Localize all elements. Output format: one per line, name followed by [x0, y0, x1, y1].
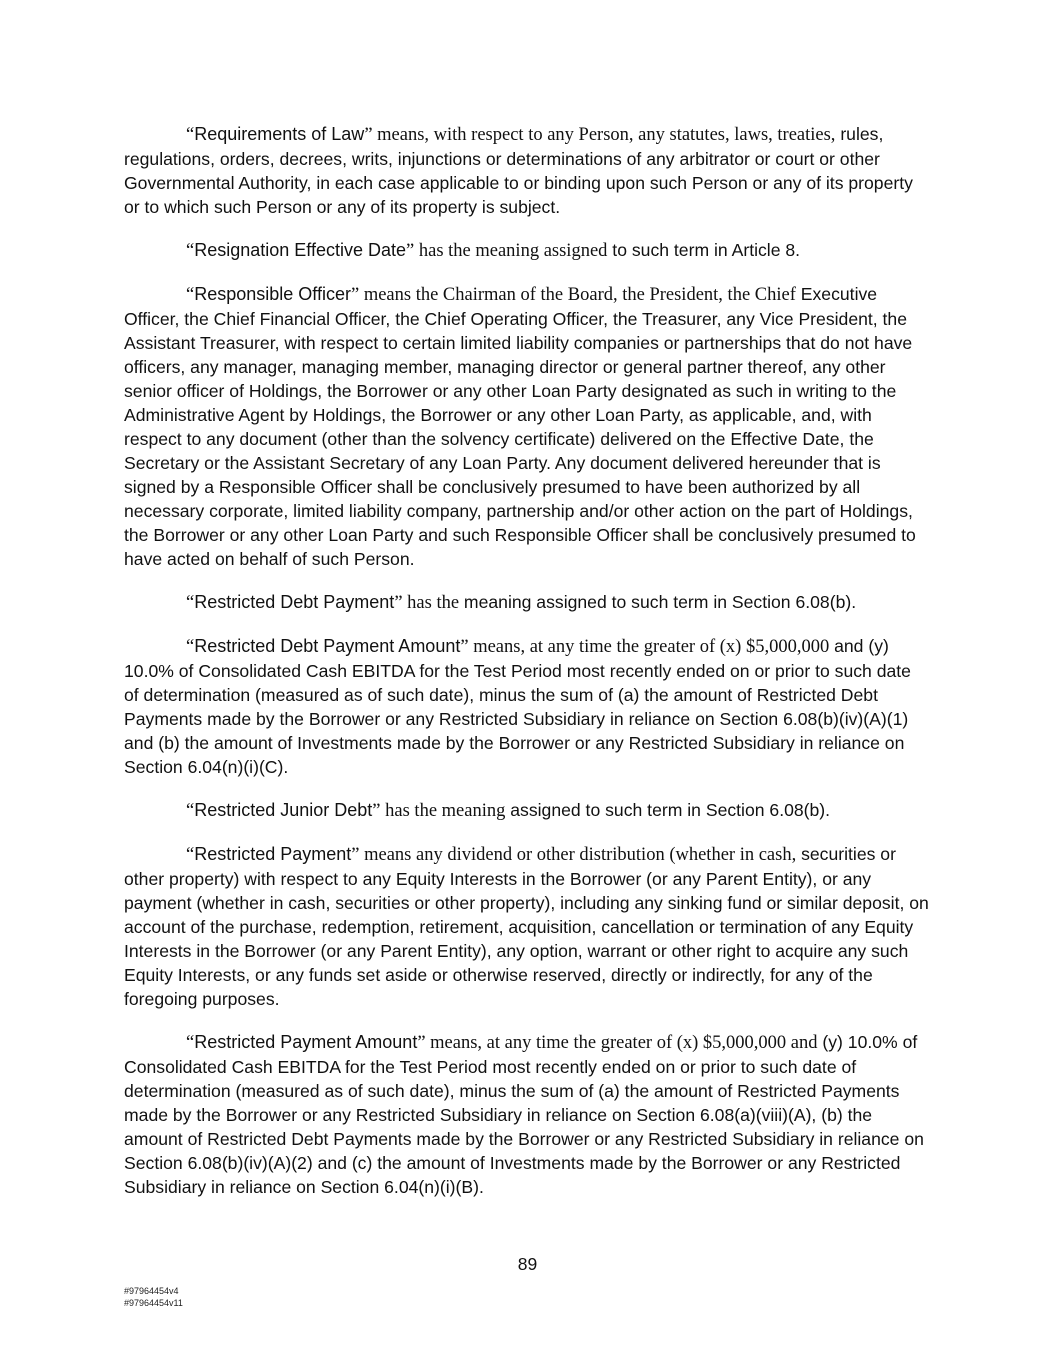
- page-number: 89: [517, 1254, 538, 1274]
- definition-paragraph: “Resignation Effective Date” has the meaning assigned to such term in Article 8.: [186, 240, 801, 261]
- defined-term: Restricted Payment Amount: [194, 1032, 418, 1052]
- definition-body: to such term in Article 8.: [607, 240, 801, 260]
- defined-term: Responsible Officer: [194, 284, 351, 304]
- defined-term: Requirements of Law: [194, 124, 365, 144]
- definition-body: assigned to such term in Section 6.08(b).: [505, 800, 831, 820]
- definitions-section: [124, 122, 930, 1218]
- definition-body: and (y) 10.0% of Consolidated Cash EBITDA for the Test Period most recently ended on or prior to such date of determination (measured as of such date), minus the sum of (a) the amount of Restricted Debt Payments made by the Borrower or any Restricted Subsidiary in reliance on Section 6.08(b)(iv)(A)(1) and (b) the amount of Investments made by the Borrower or any Restricted Subsidiary in reliance on Section 6.04(n)(i)(C).: [124, 636, 911, 777]
- definition-body: (y) 10.0% of Consolidated Cash EBITDA for the Test Period most recently ended on or prior to such date of determination (measured as of such date), minus the sum of (a) the amount of Restricted Payments made by the Borrower or any Restricted Subsidiary in reliance on Section 6.08(a)(viii)(A), (b) the amount of Restricted Debt Payments made by the Borrower or any Restricted Subsidiary in reliance on Section 6.08(b)(iv)(A)(2) and (c) the amount of Investments made by the Borrower or any Restricted Subsidiary in reliance on Section 6.04(n)(i)(B).: [124, 1032, 924, 1197]
- definition-lead: has the meaning assigned: [414, 241, 608, 261]
- definition-paragraph: “Restricted Payment Amount” means, at any time the greater of (x) $5,000,000 and (y) 10.0% of Consolidated Cash EBITDA for the Test Period most recently ended on or prior to such date of determination (measured as of such date), minus the sum of (a) the amount of Restricted Payments made by the Borrower or any Restricted Subsidiary in reliance on Section 6.08(a)(viii)(A), (b) the amount of Restricted Debt Payments made by the Borrower or any Restricted Subsidiary in reliance on Section 6.08(b)(iv)(A)(2) and (c) the amount of Investments made by the Borrower or any Restricted Subsidiary in reliance on Section 6.04(n)(i)(B).: [124, 1032, 924, 1197]
- definition-body: securities or other property) with respect to any Equity Interests in the Borrower (or any Parent Entity), or any payment (whether in cash, securities or other property), including any sinking fund or similar deposit, on account of the purchase, redemption, retirement, acquisition, cancellation or termination of any Equity Interests in the Borrower (or any Parent Entity), any option, warrant or other right to acquire any such Equity Interests, or any funds set aside or otherwise reserved, directly or indirectly, for any of the foregoing purposes.: [124, 844, 929, 1009]
- definition-body: meaning assigned to such term in Section 6.08(b).: [459, 592, 857, 612]
- document-ids: [124, 1285, 183, 1309]
- definition-paragraph: “Restricted Debt Payment Amount” means, at any time the greater of (x) $5,000,000 and (y) 10.0% of Consolidated Cash EBITDA for the Test Period most recently ended on or prior to such date of determination (measured as of such date), minus the sum of (a) the amount of Restricted Debt Payments made by the Borrower or any Restricted Subsidiary in reliance on Section 6.08(b)(iv)(A)(1) and (b) the amount of Investments made by the Borrower or any Restricted Subsidiary in reliance on Section 6.04(n)(i)(C).: [124, 636, 911, 777]
- definition-lead: has the: [402, 593, 460, 613]
- definition-body: Executive Officer, the Chief Financial Officer, the Chief Operating Officer, the Treasurer, any Vice President, the Assistant Treasurer, with respect to certain limited liability companies or partnerships that do not have officers, any manager, managing member, managing director or general partner thereof, any other senior officer of Holdings, the Borrower or any other Loan Party designated as such in writing to the Administrative Agent by Holdings, the Borrower or any other Loan Party, as applicable, and, with respect to any document (other than the solvency certificate) delivered on the Effective Date, the Secretary or the Assistant Secretary of any Loan Party. Any document delivered hereunder that is signed by a Responsible Officer shall be conclusively presumed to have been authorized by all necessary corporate, limited liability company, partnership and/or other action on the part of Holdings, the Borrower or any other Loan Party and such Responsible Officer shall be conclusively presumed to have acted on behalf of such Person.: [124, 284, 916, 569]
- defined-term: Restricted Payment: [194, 844, 352, 864]
- definition-lead: means, at any time the greater of (x) $5,000,000 and: [425, 1033, 818, 1053]
- definition-lead: means the Chairman of the Board, the President, the Chief: [359, 285, 796, 305]
- document-id: #97964454v4: [124, 1286, 179, 1296]
- defined-term: Resignation Effective Date: [194, 240, 407, 260]
- definition-paragraph: “Restricted Payment” means any dividend or other distribution (whether in cash, securities or other property) with respect to any Equity Interests in the Borrower (or any Parent Entity), or any payment (whether in cash, securities or other property), including any sinking fund or similar deposit, on account of the purchase, redemption, retirement, acquisition, cancellation or termination of any Equity Interests in the Borrower (or any Parent Entity), any option, warrant or other right to acquire any such Equity Interests, or any funds set aside or otherwise reserved, directly or indirectly, for any of the foregoing purposes.: [124, 844, 929, 1009]
- definition-lead: means any dividend or other distribution (whether in cash,: [359, 845, 797, 865]
- definition-lead: means, with respect to any Person, any statutes, laws, treaties,: [372, 125, 836, 145]
- definition-paragraph: “Restricted Debt Payment” has the meaning assigned to such term in Section 6.08(b).: [186, 592, 857, 613]
- definition-paragraph: “Responsible Officer” means the Chairman of the Board, the President, the Chief Executive Officer, the Chief Financial Officer, the Chief Operating Officer, the Treasurer, any Vice President, the Assistant Treasurer, with respect to certain limited liability companies or partnerships that do not have officers, any manager, managing member, managing director or general partner thereof, any other senior officer of Holdings, the Borrower or any other Loan Party designated as such in writing to the Administrative Agent by Holdings, the Borrower or any other Loan Party, as applicable, and, with respect to any document (other than the solvency certificate) delivered on the Effective Date, the Secretary or the Assistant Secretary of any Loan Party. Any document delivered hereunder that is signed by a Responsible Officer shall be conclusively presumed to have been authorized by all necessary corporate, limited liability company, partnership and/or other action on the part of Holdings, the Borrower or any other Loan Party and such Responsible Officer shall be conclusively presumed to have acted on behalf of such Person.: [124, 284, 916, 569]
- definition-lead: means, at any time the greater of (x) $5,000,000: [468, 637, 830, 657]
- definition-lead: has the meaning: [380, 801, 506, 821]
- definition-paragraph: “Restricted Junior Debt” has the meaning assigned to such term in Section 6.08(b).: [186, 800, 831, 821]
- document-id: #97964454v11: [124, 1298, 183, 1308]
- defined-term: Restricted Junior Debt: [194, 800, 373, 820]
- definition-body: rules, regulations, orders, decrees, writs, injunctions or determinations of any arbitrator or court or other Governmental Authority, in each case applicable to or binding upon such Person or any of its property or to which such Person or any of its property is subject.: [124, 124, 913, 217]
- defined-term: Restricted Debt Payment: [194, 592, 395, 612]
- definition-paragraph: “Requirements of Law” means, with respect to any Person, any statutes, laws, treaties, rules, regulations, orders, decrees, writs, injunctions or determinations of any arbitrator or court or other Governmental Authority, in each case applicable to or binding upon such Person or any of its property or to which such Person or any of its property is subject.: [124, 124, 913, 217]
- defined-term: Restricted Debt Payment Amount: [194, 636, 461, 656]
